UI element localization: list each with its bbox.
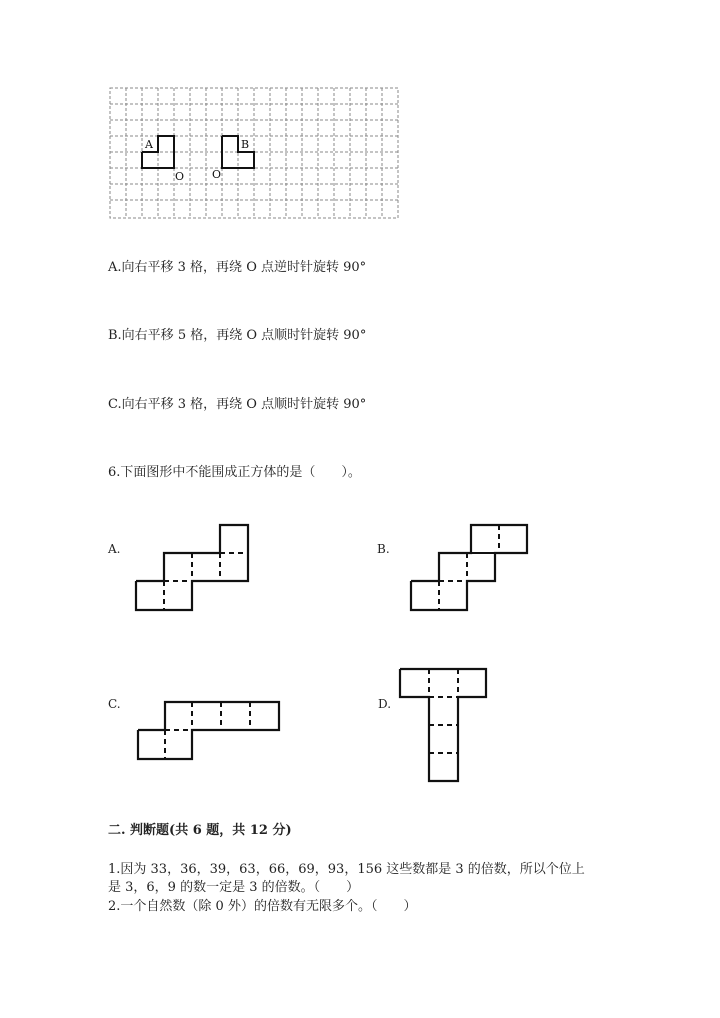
net-c (132, 698, 284, 764)
net-a (130, 520, 255, 615)
q6-option-b-label: B. (377, 542, 390, 556)
net-b (405, 520, 535, 615)
q5-option-c: C.向右平移 3 格，再绕 O 点顺时针旋转 90° (108, 397, 367, 412)
q6-stem: 6.下面图形中不能围成正方体的是（ ）。 (108, 465, 361, 480)
label-o1: O (175, 170, 185, 183)
net-d (395, 664, 491, 786)
q5-option-a: A.向右平移 3 格，再绕 O 点逆时针旋转 90° (108, 260, 367, 275)
judge-item-2: 2.一个自然数（除 0 外）的倍数有无限多个。（ ） (108, 899, 417, 914)
q6-option-d-label: D. (378, 697, 392, 711)
judge-item-1-line2: 是 3，6，9 的数一定是 3 的倍数。（ ） (108, 880, 360, 895)
section2-title: 二. 判断题(共 6 题，共 12 分) (108, 823, 292, 838)
label-o2: O (212, 168, 222, 181)
q6-option-a-label: A. (108, 542, 121, 556)
q6-option-c-label: C. (108, 697, 121, 711)
grid-figure (108, 86, 402, 220)
q5-option-b: B.向右平移 5 格，再绕 O 点顺时针旋转 90° (108, 328, 367, 343)
judge-item-1-line1: 1.因为 33，36，39，63，66，69，93，156 这些数都是 3 的倍数，所以个位上 (108, 862, 585, 877)
label-a: A (145, 138, 153, 151)
label-b: B (241, 138, 250, 151)
